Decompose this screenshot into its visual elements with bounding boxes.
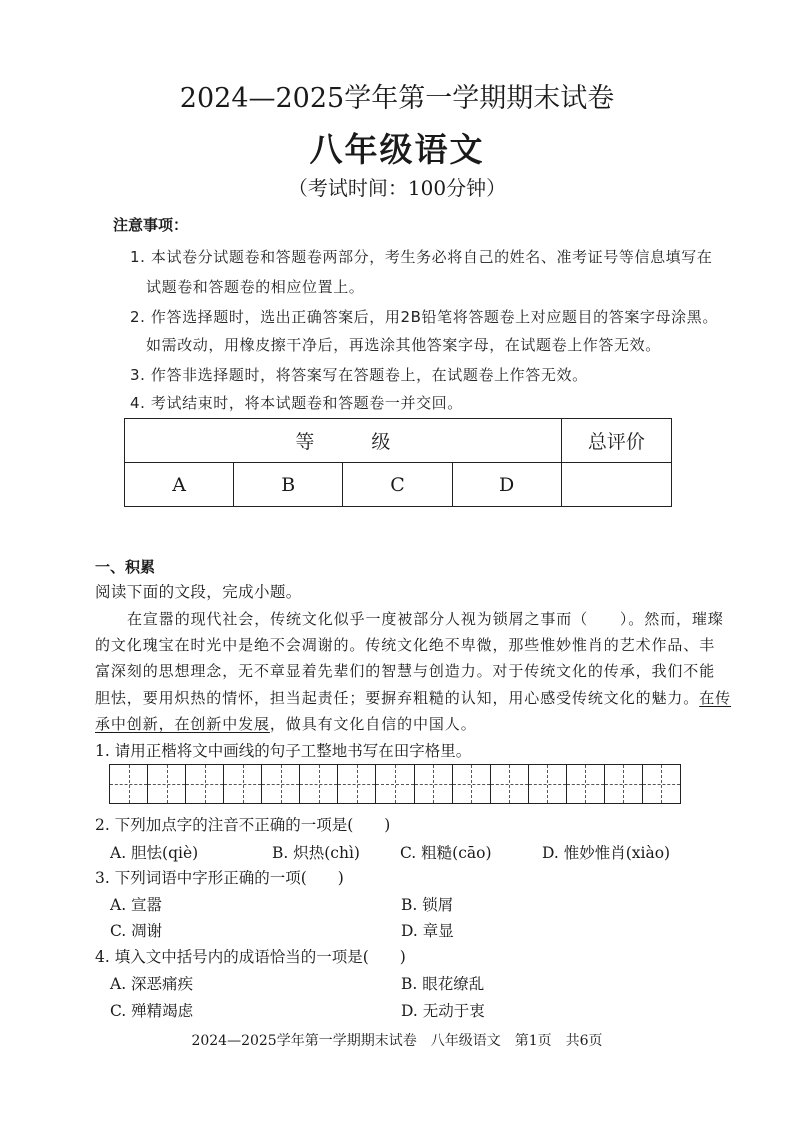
total-eval-label-cell: 总评价 [561, 419, 671, 463]
q4-option-a[interactable]: A. 深恶痛疾 [110, 975, 194, 993]
total-eval-cell[interactable] [561, 463, 671, 507]
q2-option-c[interactable]: C. 粗糙(cāo) [400, 844, 492, 862]
q3-option-c[interactable]: C. 凋谢 [110, 922, 163, 940]
grade-cell-d: D [452, 463, 561, 507]
question-4: 4. 填入文中括号内的成语恰当的一项是( ) [95, 948, 406, 966]
notice-line-4: 4. 考试结束时，将本试题卷和答题卷一并交回。 [130, 394, 463, 412]
q3-option-b[interactable]: B. 锁屑 [401, 896, 454, 914]
passage-line-4-text: 胆怯，要用炽热的情怀，担当起责任；要摒弃粗糙的认知，用心感受传统文化的魅力。 [95, 689, 700, 707]
passage-line-5-text: ，做具有文化自信的中国人。 [269, 715, 477, 733]
notice-line-1b: 试题卷和答题卷的相应位置上。 [146, 278, 365, 296]
notice-heading: 注意事项： [113, 216, 189, 234]
grid-cell[interactable] [224, 765, 262, 803]
notice-line-3: 3. 作答非选择题时，将答案写在答题卷上，在试题卷上作答无效。 [130, 366, 588, 384]
q4-option-c[interactable]: C. 殚精竭虑 [110, 1002, 194, 1020]
grid-cell[interactable] [338, 765, 376, 803]
question-1: 1. 请用正楷将文中画线的句子工整地书写在田字格里。 [95, 742, 472, 760]
underlined-sentence-part-2: 承中创新，在创新中发展 [95, 715, 270, 733]
grid-cell[interactable] [300, 765, 338, 803]
question-3: 3. 下列词语中字形正确的一项( ) [95, 869, 344, 887]
passage-line-5 [95, 713, 477, 734]
exam-title: 2024—2025学年第一学期期末试卷 [179, 83, 615, 114]
grid-cell[interactable] [186, 765, 224, 803]
passage-line-4 [95, 687, 731, 708]
grid-cell[interactable] [453, 765, 491, 803]
grid-cell[interactable] [110, 765, 148, 803]
q2-option-a[interactable]: A. 胆怯(qiè) [110, 844, 199, 862]
q3-option-d[interactable]: D. 章显 [401, 922, 454, 940]
grid-cell[interactable] [148, 765, 186, 803]
grid-cell[interactable] [376, 765, 414, 803]
page-footer: 2024—2025学年第一学期期末试卷 八年级语文 第1页 共6页 [191, 1033, 603, 1049]
subject-title: 八年级语文 [309, 130, 485, 169]
grid-cell[interactable] [643, 765, 680, 803]
q3-option-a[interactable]: A. 宣嚣 [110, 896, 163, 914]
section-heading: 一、积累 [95, 558, 156, 576]
grade-cell-c: C [343, 463, 452, 507]
grade-label-cell: 等 级 [125, 419, 562, 463]
grade-table [124, 418, 672, 507]
passage-line-1: 在宣嚣的现代社会，传统文化似乎一度被部分人视为锁屑之事而（ ）。然而，璀璨 [127, 610, 724, 628]
q4-option-b[interactable]: B. 眼花缭乱 [401, 975, 485, 993]
grid-cell[interactable] [415, 765, 453, 803]
grid-cell[interactable] [529, 765, 567, 803]
grid-cell[interactable] [605, 765, 643, 803]
notice-line-2b: 如需改动，用橡皮擦干净后，再选涂其他答案字母，在试题卷上作答无效。 [146, 336, 661, 354]
grade-cell-a: A [125, 463, 234, 507]
notice-line-1a: 1. 本试卷分试题卷和答题卷两部分，考生务必将自己的姓名、准考证号等信息填写在 [130, 248, 713, 266]
q4-option-d[interactable]: D. 无动于衷 [401, 1002, 485, 1020]
q2-option-d[interactable]: D. 惟妙惟肖(xiào) [542, 844, 671, 862]
passage-instruction: 阅读下面的文段，完成小题。 [95, 583, 302, 601]
tianzige-writing-grid[interactable] [109, 764, 681, 804]
grid-cell[interactable] [491, 765, 529, 803]
grid-cell[interactable] [567, 765, 605, 803]
underlined-sentence-part-1: 在传 [699, 689, 732, 707]
passage-line-2: 的文化瑰宝在时光中是绝不会凋谢的。传统文化绝不卑微，那些惟妙惟肖的艺术作品、丰 [95, 636, 716, 654]
grid-cell[interactable] [262, 765, 300, 803]
passage-line-3: 富深刻的思想理念，无不章显着先辈们的智慧与创造力。对于传统文化的传承，我们不能 [95, 662, 716, 680]
notice-line-2a: 2. 作答选择题时，选出正确答案后，用2B铅笔将答题卷上对应题目的答案字母涂黑。 [130, 308, 718, 326]
question-2: 2. 下列加点字的注音不正确的一项是( ) [95, 816, 391, 834]
grade-cell-b: B [234, 463, 343, 507]
q2-option-b[interactable]: B. 炽热(chì) [272, 844, 360, 862]
exam-duration: （考试时间：100分钟） [287, 176, 507, 200]
